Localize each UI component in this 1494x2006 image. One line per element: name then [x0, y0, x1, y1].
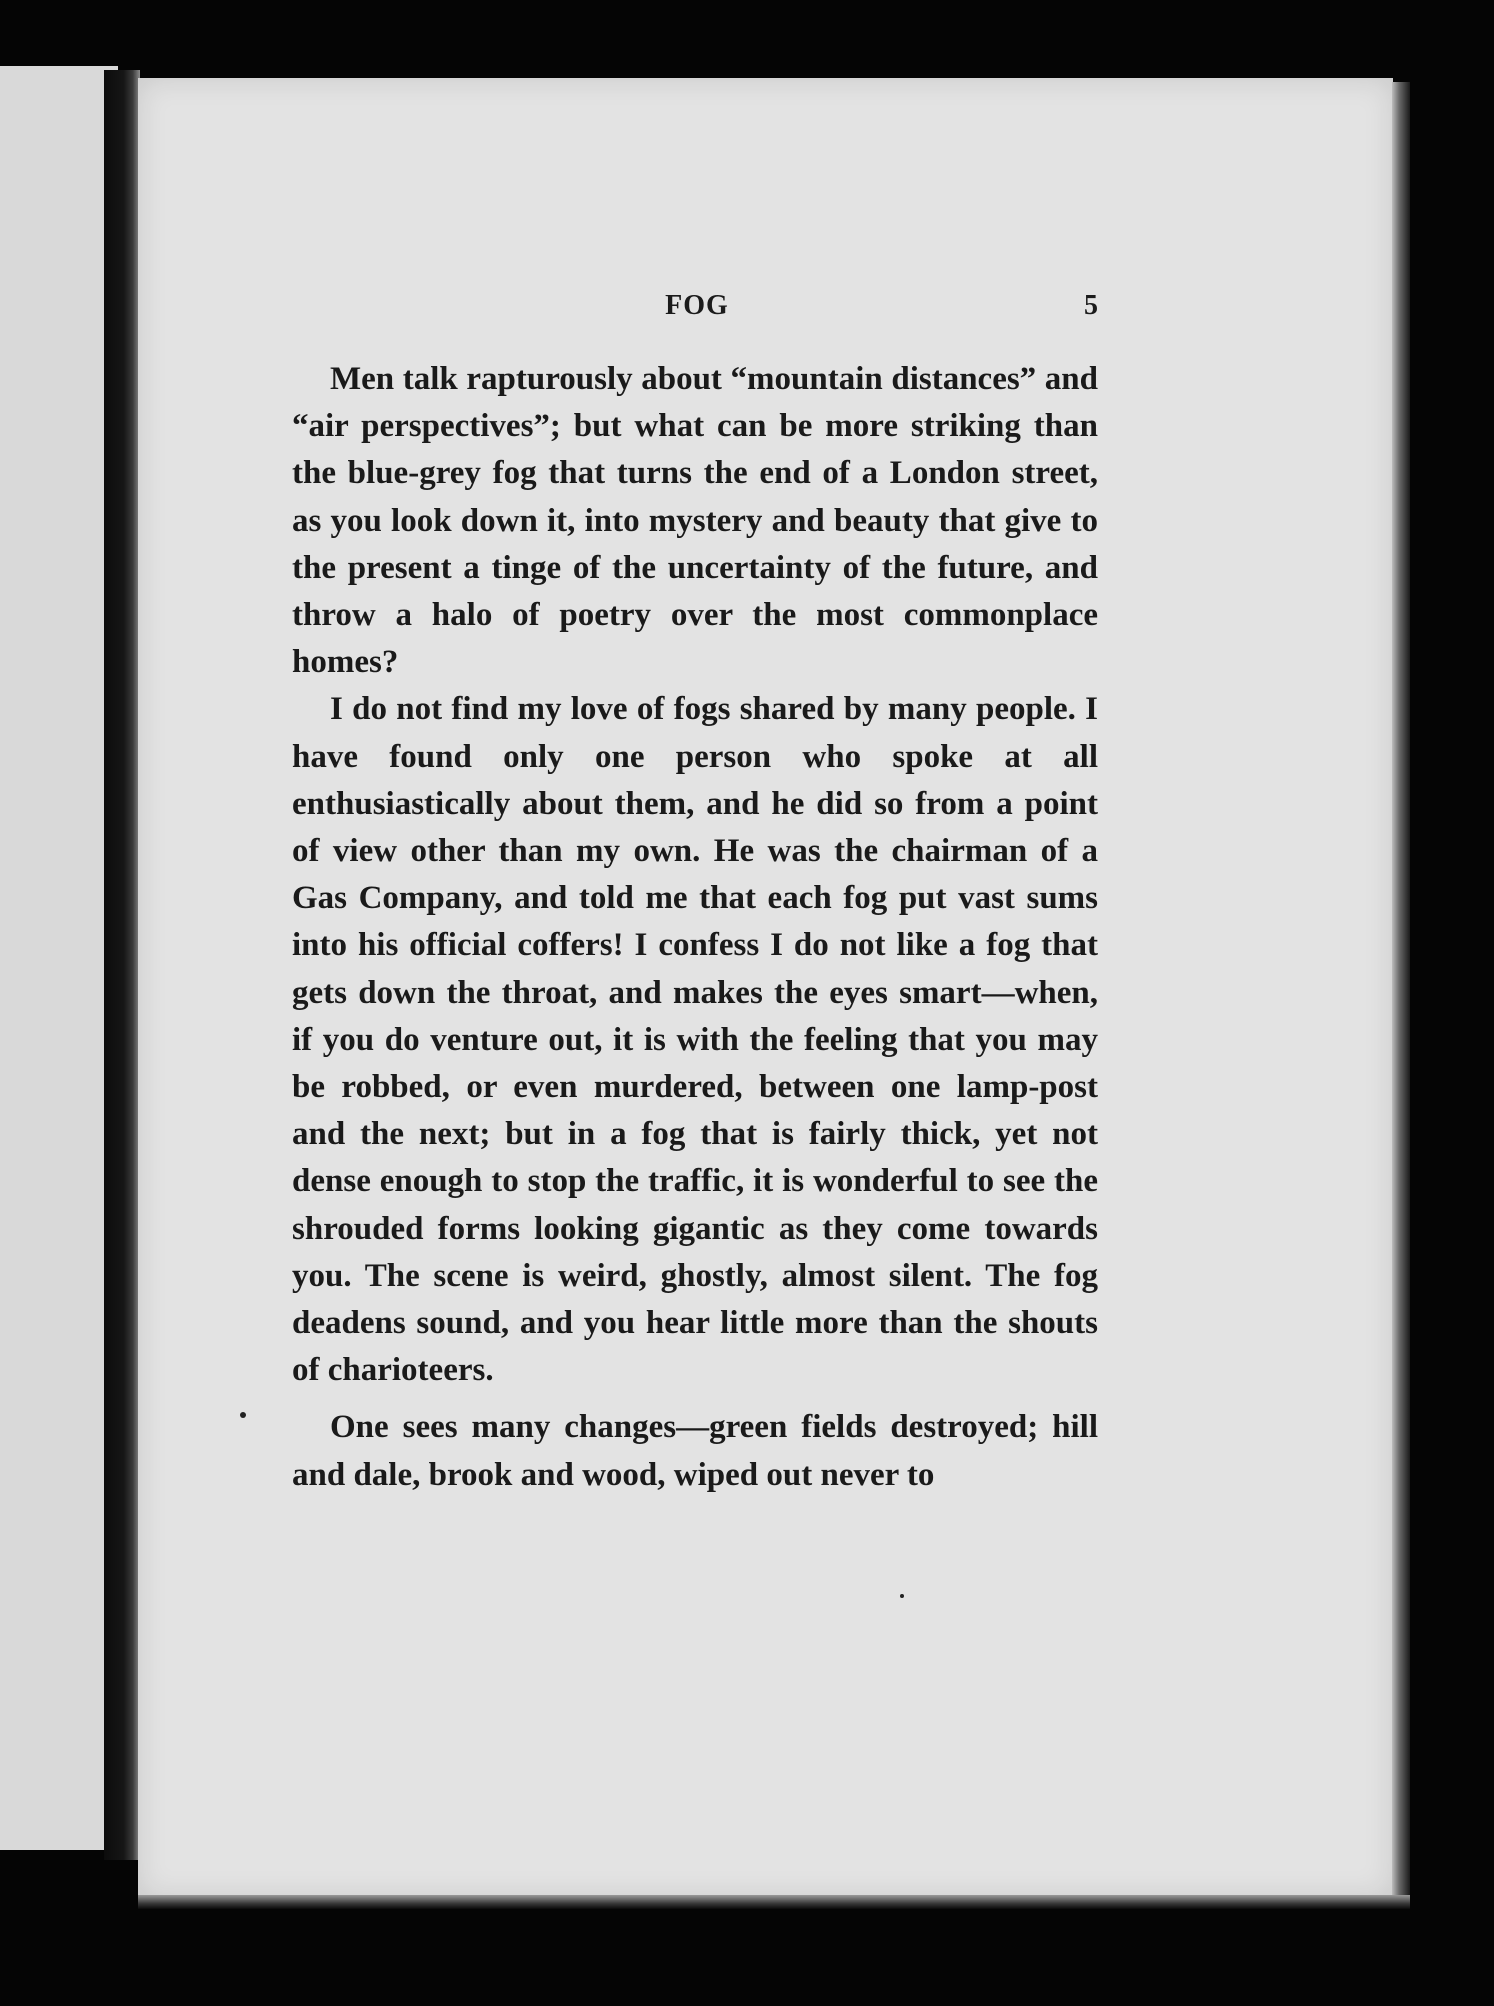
- print-speck: [900, 1594, 904, 1598]
- paragraph-3: One sees many changes—green fields destroyed; hill and dale, brook and wood, wiped out never to: [292, 1409, 1098, 1493]
- print-speck: [240, 1412, 246, 1418]
- running-head: [292, 290, 1098, 330]
- book-gutter: [104, 70, 140, 1860]
- page-number: 5: [1084, 290, 1098, 321]
- paragraph-1: Men talk rapturously about “mountain distances” and “air perspectives”; but what can be more striking than the blue-grey fog that turns the end of a London street, as you look down it, into mystery and beauty that give to the present a tinge of the uncertainty of the future, and throw a halo of poetry over the most commonplace homes?: [292, 361, 1098, 681]
- page-bottom-edge: [138, 1895, 1410, 1909]
- paragraph-2: I do not find my love of fogs shared by many people. I have found only one person who spoke at all enthusiastically about them, and he did so from a point of view other than my own. He was the chairman of a Gas Company, and told me that each fog put vast sums into his official coffers! I confess I do not like a fog that gets down the throat, and makes the eyes smart—when, if you do venture out, it is with the feeling that you may be robbed, or even murdered, between one lamp-post and the next; but in a fog that is fairly thick, yet not dense enough to stop the traffic, it is wonderful to see the shrouded forms looking gigantic as they come towards you. The scene is weird, ghostly, almost silent. The fog deadens sound, and you hear little more than the shouts of charioteers.: [292, 691, 1098, 1389]
- running-title: FOG: [665, 290, 729, 321]
- body-text: [292, 356, 1098, 1499]
- left-page-edge: [0, 66, 118, 1850]
- page-fore-edge: [1392, 82, 1410, 1898]
